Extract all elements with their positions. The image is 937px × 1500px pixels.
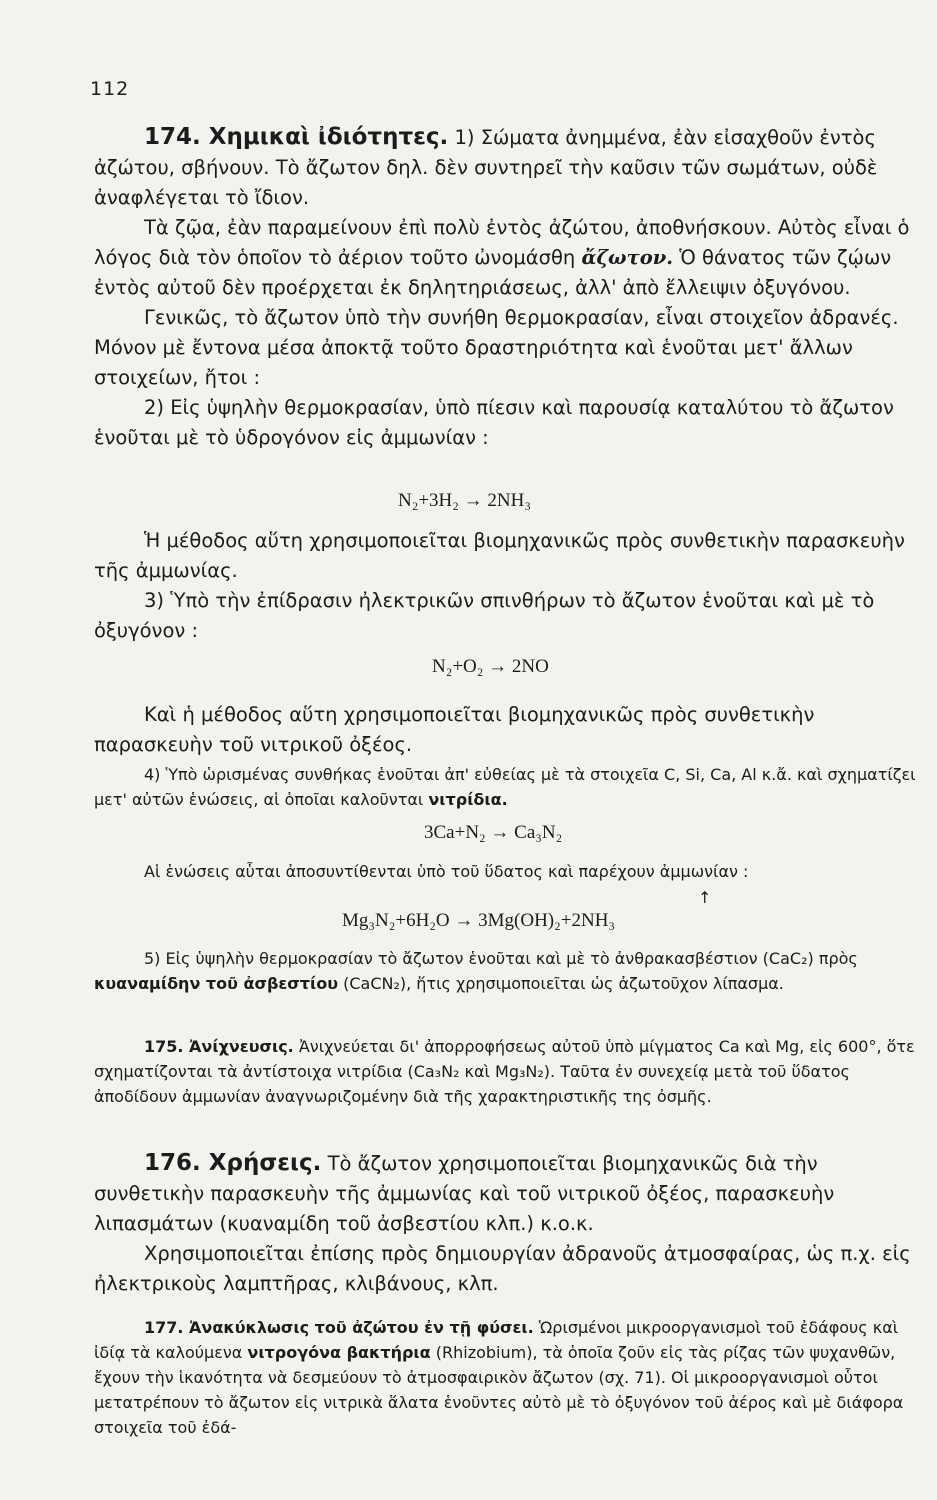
formula-ammonia-synthesis: N₂+3H₂ → 2NH₃ (398, 490, 531, 511)
section-174-paragraph-5: Ἡ μέθοδος αὕτη χρησιμοποιεῖται βιομηχανικῶς πρὸς συνθετικὴν παρασκευὴν τῆς ἀμμωνίας. (94, 529, 905, 582)
formula-calcium-nitride: 3Ca+N₂ → Ca₃N₂ (424, 822, 563, 843)
section-175 (94, 1034, 919, 1109)
section-174-paragraph-7: Καὶ ἡ μέθοδος αὕτη χρησιμοποιεῖται βιομηχανικῶς πρὸς συνθετικὴν παρασκευὴν τοῦ νιτρικοῦ ὀξέος. (94, 703, 815, 756)
section-174-paragraph-8a: 4) Ὑπὸ ὡρισμένας συνθήκας ἑνοῦται ἀπ' εὐθείας μὲ τὰ στοιχεῖα C, Si, Ca, Al κ.ἄ. καὶ σχηματίζει μετ' αὐτῶν ἑνώσεις, αἱ ὁποῖαι καλοῦνται (94, 765, 916, 809)
section-174-paragraph-10-wrap (94, 946, 919, 996)
section-174-paragraph-7-wrap (94, 700, 919, 760)
section-174-paragraph-2a: Τὰ ζῷα, ἐὰν παραμείνουν ἐπὶ πολὺ ἐντὸς ἀζώτου, ἀποθνήσκουν. Αὐτὸς εἶναι ὁ λόγος διὰ τὸν ὁποῖον τὸ ἀέριον τοῦτο ὠνομάσθη (94, 216, 910, 269)
term-nitrogen-bacteria: νιτρογόνα βακτήρια (247, 1343, 431, 1362)
section-176-heading: 176. Χρήσεις. (144, 1150, 322, 1176)
section-176-paragraph-2: Χρησιμοποιεῖται ἐπίσης πρὸς δημιουργίαν ἀδρανοῦς ἀτμοσφαίρας, ὡς π.χ. εἰς ἠλεκτρικοὺς λαμπτῆρας, κλιβάνους, κλπ. (94, 1242, 911, 1295)
section-174-paragraph-9-wrap (94, 859, 919, 884)
section-176-paragraph-1: Τὸ ἄζωτον χρησιμοποιεῖται βιομηχανικῶς διὰ τὴν συνθετικὴν παρασκευὴν τῆς ἀμμωνίας καὶ τοῦ νιτρικοῦ ὀξέος, παρασκευὴν λιπασμάτων (κυαναμίδη τοῦ ἀσβεστίου κλπ.) κ.ο.κ. (94, 1152, 835, 1235)
formula-nitric-oxide: N₂+O₂ → 2NO (432, 656, 549, 677)
section-177 (94, 1315, 919, 1440)
section-174-paragraph-8-wrap (94, 762, 919, 812)
section-174-heading: 174. Χημικαὶ ἰδιότητες. (144, 124, 449, 150)
section-176 (94, 1148, 919, 1299)
section-174-paragraph-4: 2) Εἰς ὑψηλὴν θερμοκρασίαν, ὑπὸ πίεσιν καὶ παρουσίᾳ καταλύτου τὸ ἄζωτον ἑνοῦται μὲ τὸ ὑδρογόνον εἰς ἀμμωνίαν : (94, 396, 894, 449)
section-175-text: Ἀνιχνεύεται δι' ἀπορροφήσεως αὐτοῦ ὑπὸ μίγματος Ca καὶ Mg, εἰς 600°, ὅτε σχηματίζονται τὰ ἀντίστοιχα νιτρίδια (Ca₃N₂ καὶ Mg₃N₂). Ταῦτα ἐν συνεχείᾳ μετὰ τοῦ ὕδατος ἀποδίδουν ἀμμωνίαν ἀναγνωριζομένην διὰ τῆς χαρακτηριστικῆς της ὀσμῆς. (94, 1037, 915, 1106)
section-175-heading: 175. Ἀνίχνευσις. (144, 1037, 294, 1056)
section-174-paragraph-10b: (CaCN₂), ἥτις χρησιμοποιεῖται ὡς ἀζωτοῦχον λίπασμα. (343, 974, 784, 993)
page-number: 112 (90, 78, 130, 100)
section-174-paragraph-10a: 5) Εἰς ὑψηλὴν θερμοκρασίαν τὸ ἄζωτον ἑνοῦται καὶ μὲ τὸ ἀνθρακασβέστιον (CaC₂) πρὸς (144, 949, 858, 968)
term-calcium-cyanamide: κυαναμίδην τοῦ ἀσβεστίου (94, 974, 339, 993)
term-azoton: ἄζωτον. (581, 246, 674, 269)
term-nitrides: νιτρίδια. (428, 790, 508, 809)
formula-magnesium-nitride-hydrolysis: Mg₃N₂+6H₂O → 3Mg(OH)₂+2NH₃ (342, 910, 616, 931)
section-174-paragraph-6: 3) Ὑπὸ τὴν ἐπίδρασιν ἠλεκτρικῶν σπινθήρων τὸ ἄζωτον ἑνοῦται καὶ μὲ τὸ ὀξυγόνον : (94, 589, 875, 642)
section-174-paragraph-3: Γενικῶς, τὸ ἄζωτον ὑπὸ τὴν συνήθη θερμοκρασίαν, εἶναι στοιχεῖον ἀδρανές. Μόνον μὲ ἔντονα μέσα ἀποκτᾷ τοῦτο δραστηριότητα καὶ ἑνοῦται μετ' ἄλλων στοιχείων, ἤτοι : (94, 306, 899, 389)
section-174-paragraph-9: Αἱ ἑνώσεις αὗται ἀποσυντίθενται ὑπὸ τοῦ ὕδατος καὶ παρέχουν ἀμμωνίαν : (144, 862, 749, 881)
section-174-paragraph-1: 1) Σώματα ἀνημμένα, ἐὰν εἰσαχθοῦν ἐντὸς ἀζώτου, σβήνουν. Τὸ ἄζωτον δηλ. δὲν συντηρεῖ τὴν καῦσιν τῶν σωμάτων, οὐδὲ ἀναφλέγεται τὸ ἴδιον. (94, 126, 878, 209)
section-174-intro (94, 122, 919, 453)
up-arrow-icon: ↑ (698, 888, 712, 907)
section-174-middle (94, 526, 919, 646)
section-174-paragraph-2b: Ὁ θάνατος τῶν ζῴων ἐντὸς αὐτοῦ δὲν προέρχεται ἐκ δηλητηριάσεως, ἀλλ' ἀπὸ ἔλλειψιν ὀξυγόνου. (94, 246, 892, 299)
section-177-text-a: Ὡρισμένοι μικροοργανισμοὶ τοῦ ἐδάφους καὶ ἰδίᾳ τὰ καλούμενα (94, 1318, 899, 1362)
section-177-heading: 177. Ἀνακύκλωσις τοῦ ἀζώτου ἐν τῇ φύσει. (144, 1318, 534, 1337)
section-177-text-b: (Rhizobium), τὰ ὁποῖα ζοῦν εἰς τὰς ρίζας τῶν ψυχανθῶν, ἔχουν τὴν ἱκανότητα νὰ δεσμεύουν τὸ ἀτμοσφαιρικὸν ἄζωτον (σχ. 71). Οἱ μικροοργανισμοὶ οὗτοι μετατρέπουν τὸ ἄζωτον εἰς νιτρικὰ ἅλατα ἑνοῦντες αὐτὸ μὲ τὸ ὀξυγόνον τοῦ ἀέρος καὶ μὲ διάφορα στοιχεῖα τοῦ ἐδά- (94, 1343, 904, 1437)
